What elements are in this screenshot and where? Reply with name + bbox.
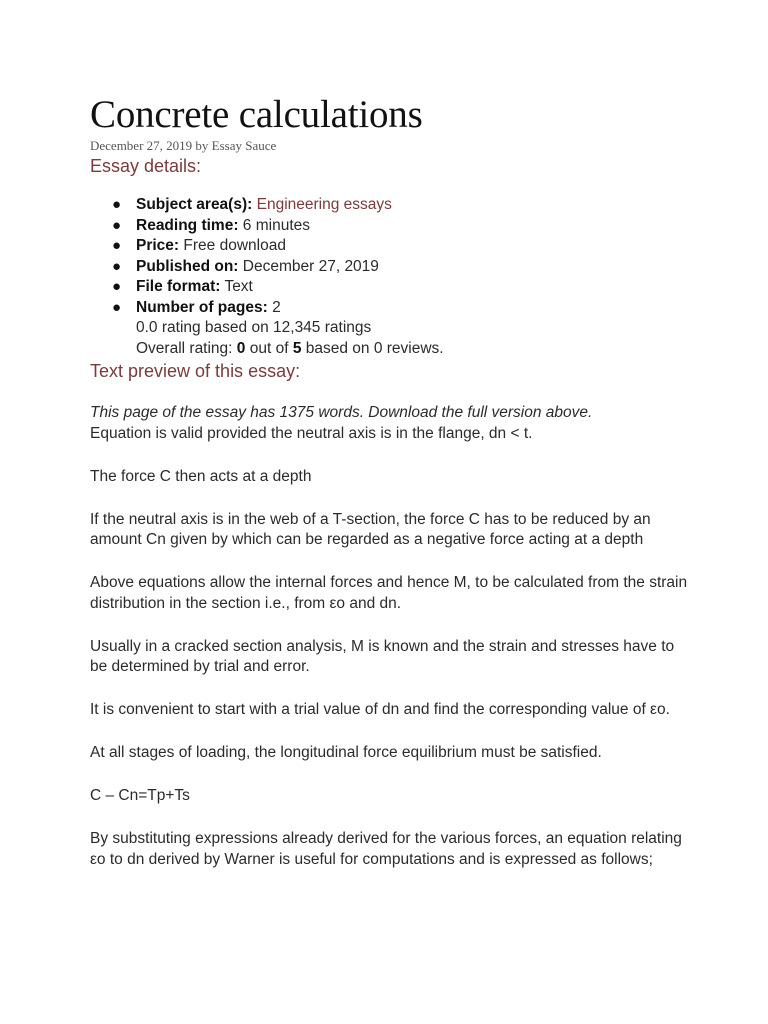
essay-paragraph: At all stages of loading, the longitudinal force equilibrium must be satisfied.: [90, 744, 602, 761]
detail-label: File format:: [136, 278, 221, 295]
essay-details-heading: Essay details:: [90, 156, 202, 176]
subject-area-link[interactable]: Engineering essays: [256, 196, 392, 213]
byline: December 27, 2019 by Essay Sauce: [90, 138, 277, 153]
essay-paragraph: The force C then acts at a depth: [90, 467, 312, 485]
detail-label: Number of pages:: [136, 298, 268, 316]
bullet-icon: ●: [112, 196, 122, 213]
essay-page: [90, 92, 690, 893]
bullet-icon: ●: [112, 257, 122, 275]
bullet-icon: ●: [112, 298, 122, 316]
essay-paragraph: If the neutral axis is in the web of a T-section, the force C has to be reduced by an amount Cn given by which can be regarded as a negative force acting at a depth: [90, 510, 651, 548]
bullet-icon: ●: [112, 237, 122, 254]
detail-label: Published on:: [136, 257, 239, 275]
essay-paragraph: It is convenient to start with a trial value of dn and find the corresponding value of εo.: [90, 701, 670, 718]
detail-number-of-pages: [112, 298, 690, 319]
overall-rating-suffix: based on 0 reviews.: [301, 339, 444, 357]
rating-summary: 0.0 rating based on 12,345 ratings: [136, 319, 372, 336]
detail-label: Subject area(s):: [136, 196, 253, 213]
detail-value: Text: [224, 278, 253, 295]
detail-value: 2: [272, 298, 281, 316]
detail-reading-time: [112, 216, 690, 237]
overall-rating-mid: out of: [245, 339, 293, 357]
overall-rating: [90, 339, 690, 360]
word-count-note: This page of the essay has 1375 words. Download the full version above.: [90, 404, 593, 421]
detail-value: Free download: [183, 237, 286, 254]
page-title: Concrete calculations: [90, 93, 423, 136]
overall-rating-max: 5: [292, 339, 302, 357]
detail-label: Price:: [136, 237, 180, 254]
detail-file-format: [112, 277, 690, 298]
detail-label: Reading time:: [136, 216, 239, 234]
essay-details-list: [90, 195, 690, 318]
detail-subject-area: [112, 195, 690, 216]
bullet-icon: ●: [112, 278, 122, 295]
detail-value: December 27, 2019: [242, 257, 379, 275]
essay-paragraph: Usually in a cracked section analysis, M is known and the strain and stresses have to be determined by trial and error.: [90, 637, 675, 675]
text-preview-heading: Text preview of this essay:: [90, 361, 301, 381]
essay-paragraph: Equation is valid provided the neutral axis is in the flange, dn < t.: [90, 424, 533, 442]
detail-published-on: [112, 257, 690, 278]
detail-value: 6 minutes: [242, 216, 310, 234]
essay-paragraph: By substituting expressions already derived for the various forces, an equation relating εo to dn derived by Warner is useful for computations and is expressed as follows;: [90, 830, 682, 868]
essay-paragraph: C – Cn=Tp+Ts: [90, 787, 190, 804]
essay-paragraph: Above equations allow the internal forces and hence M, to be calculated from the strain distribution in the section i.e., from εo and dn.: [90, 574, 688, 612]
overall-rating-prefix: Overall rating:: [136, 339, 237, 357]
bullet-icon: ●: [112, 216, 122, 234]
overall-rating-score: 0: [236, 339, 246, 357]
detail-price: [112, 236, 690, 257]
essay-body: [90, 424, 690, 871]
